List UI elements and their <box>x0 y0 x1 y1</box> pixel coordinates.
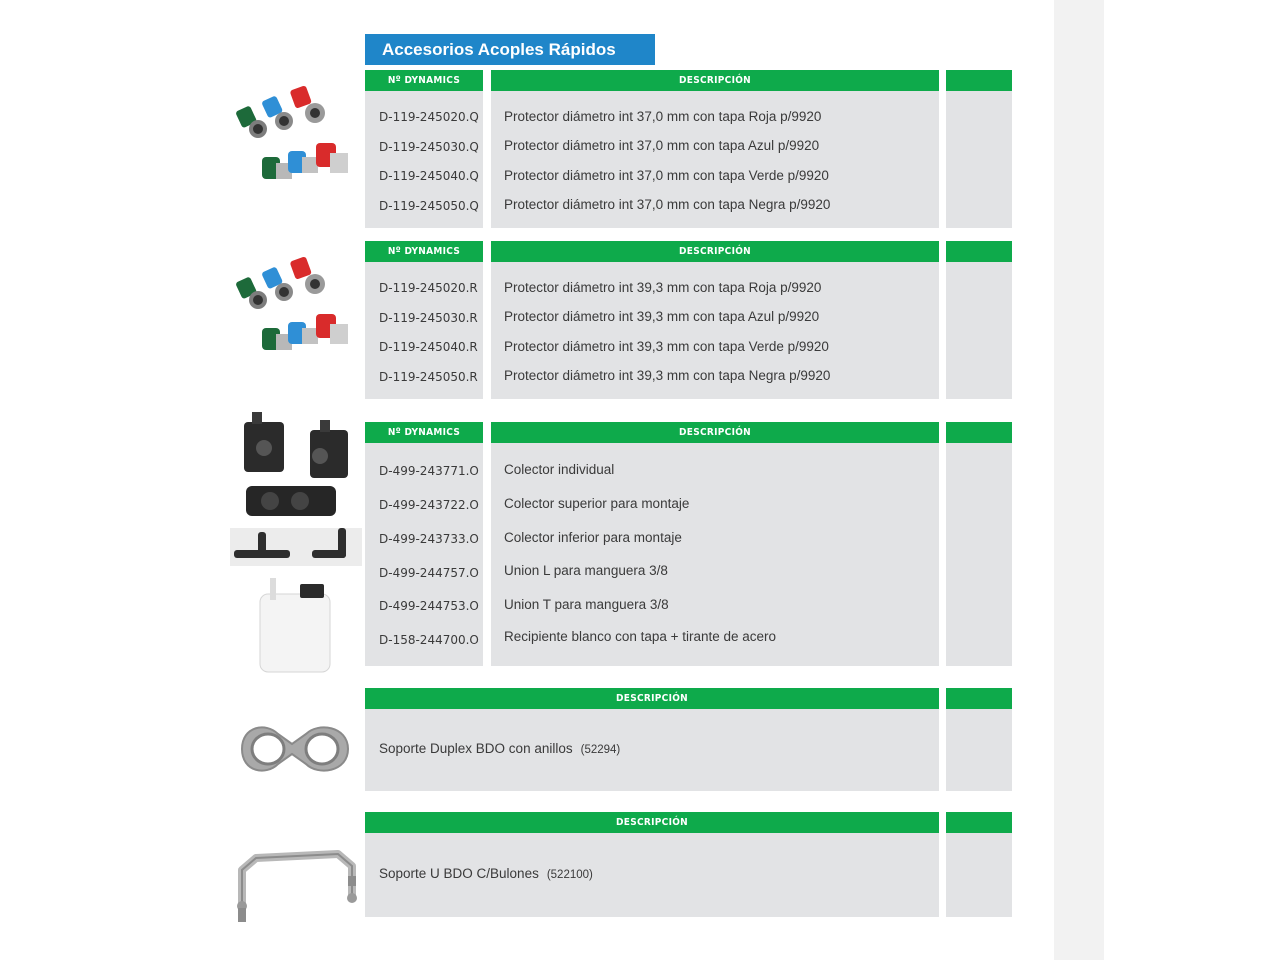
quick-coupler-caps-image <box>230 85 360 205</box>
row-description: Recipiente blanco con tapa + tirante de acero <box>504 629 777 644</box>
header-extra <box>946 812 1012 833</box>
header-code: Nº DYNAMICS <box>365 70 483 91</box>
row-code: D-499-243733.O <box>379 532 479 546</box>
header-extra <box>946 688 1012 709</box>
extra-column <box>946 709 1012 791</box>
header-description: DESCRIPCIÓN <box>365 688 939 709</box>
item-ref: (522100) <box>546 869 593 881</box>
header-description: DESCRIPCIÓN <box>365 812 939 833</box>
page-title: Accesorios Acoples Rápidos <box>365 34 655 65</box>
page-margin-strip <box>1054 0 1104 960</box>
header-description: DESCRIPCIÓN <box>491 422 939 443</box>
u-bracket-image <box>234 846 358 926</box>
row-description: Protector diámetro int 39,3 mm con tapa Verde p/9920 <box>504 339 829 354</box>
row-code: D-119-245050.Q <box>379 199 479 213</box>
row-description: Union T para manguera 3/8 <box>504 597 669 612</box>
row-code: D-119-245040.Q <box>379 169 479 183</box>
row-code: D-119-245020.Q <box>379 110 479 124</box>
item-name: Soporte Duplex BDO con anillos <box>379 741 573 756</box>
row-description: Protector diámetro int 39,3 mm con tapa Negra p/9920 <box>504 368 831 383</box>
row-description: Protector diámetro int 37,0 mm con tapa Azul p/9920 <box>504 138 820 153</box>
header-extra <box>946 241 1012 262</box>
header-extra <box>946 422 1012 443</box>
row-description: Protector diámetro int 39,3 mm con tapa Roja p/9920 <box>504 280 822 295</box>
item-ref: (52294) <box>580 744 621 756</box>
header-code: Nº DYNAMICS <box>365 241 483 262</box>
header-extra <box>946 70 1012 91</box>
quick-coupler-caps-image <box>230 256 360 376</box>
extra-column <box>946 91 1012 228</box>
row-description <box>379 866 593 881</box>
row-code: D-119-245020.R <box>379 281 478 295</box>
extra-column <box>946 833 1012 917</box>
extra-column <box>946 262 1012 399</box>
row-code: D-499-244757.O <box>379 566 479 580</box>
row-code: D-119-245030.R <box>379 311 478 325</box>
header-code: Nº DYNAMICS <box>365 422 483 443</box>
row-description: Colector individual <box>504 462 615 477</box>
header-description: DESCRIPCIÓN <box>491 241 939 262</box>
row-description <box>379 741 620 756</box>
row-description: Protector diámetro int 37,0 mm con tapa Roja p/9920 <box>504 109 822 124</box>
row-description: Union L para manguera 3/8 <box>504 563 668 578</box>
row-description: Protector diámetro int 37,0 mm con tapa Negra p/9920 <box>504 197 831 212</box>
collector-fittings-image <box>230 410 362 678</box>
row-code: D-119-245040.R <box>379 340 478 354</box>
row-description: Protector diámetro int 39,3 mm con tapa Azul p/9920 <box>504 309 820 324</box>
row-description: Colector superior para montaje <box>504 496 690 511</box>
row-code: D-499-243771.O <box>379 464 479 478</box>
item-name: Soporte U BDO C/Bulones <box>379 866 539 881</box>
row-code: D-119-245050.R <box>379 370 478 384</box>
row-description: Protector diámetro int 37,0 mm con tapa Verde p/9920 <box>504 168 829 183</box>
extra-column <box>946 443 1012 666</box>
row-code: D-119-245030.Q <box>379 140 479 154</box>
header-description: DESCRIPCIÓN <box>491 70 939 91</box>
row-code: D-499-243722.O <box>379 498 479 512</box>
duplex-support-image <box>232 716 358 782</box>
row-description: Colector inferior para montaje <box>504 530 682 545</box>
row-code: D-499-244753.O <box>379 599 479 613</box>
row-code: D-158-244700.O <box>379 633 479 647</box>
